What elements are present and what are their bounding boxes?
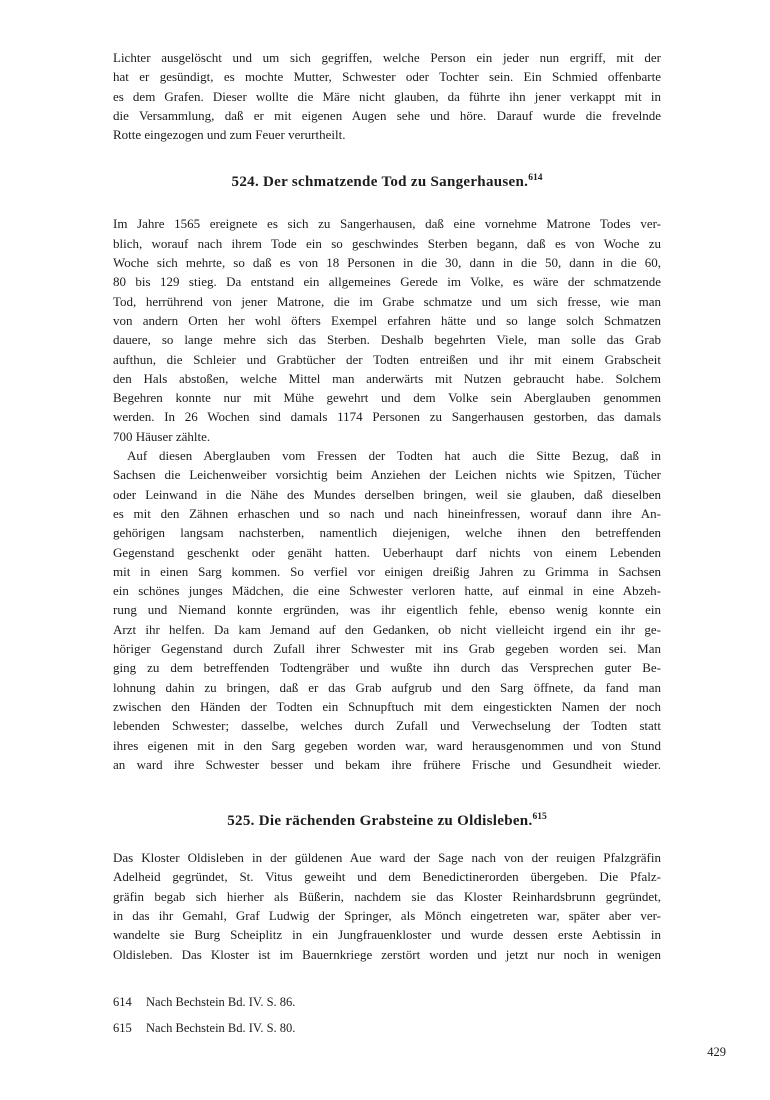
text-line: Sachsen die Leichenweiber vorsichtig beim Anziehen der Leichen nichts wie Spitzen, Tücher: [113, 467, 661, 483]
footnote-number: 614: [113, 995, 132, 1009]
footnotes-section: [113, 990, 661, 1041]
text-line: mit in einen Sarg kommen. So verfiel vor einigen dreißig Jahren zu Grimma in Sachsen: [113, 563, 661, 579]
footnote: [113, 1016, 661, 1042]
text-line: ging zu dem betreffenden Todtengräber und wußte ihn durch das Versprechen guter Be-: [113, 660, 661, 676]
text-line: Das Kloster Oldisleben in der güldenen Aue ward der Sage nach von der reuigen Pfalzgräfin: [113, 850, 661, 866]
text-line: Arzt ihr helfen. Da kam Jemand auf den Gedanken, ob nicht vielleicht irgend ein ihr ge-: [113, 621, 661, 637]
text-line: von andern Orten her wohl öfters Exempel erfahren hätte und so lange solch Schmatzen: [113, 312, 661, 328]
text-line: Begehren konnte nur mit Mühe gewehrt und dem Volke sein Aberglauben genommen: [113, 390, 661, 406]
text-line: höriger Gegenstand durch Zufall ihrer Schwester mit ins Grab gegeben worden sei. Man: [113, 641, 661, 657]
paragraph: [113, 214, 661, 446]
section-heading: [113, 171, 661, 194]
text-line: lohnung dahin zu bringen, daß er das Grab aufgrub und den Sarg öffnete, da fand man: [113, 679, 661, 695]
footnote-text: Nach Bechstein Bd. IV. S. 80.: [146, 1020, 296, 1035]
paragraph: [113, 848, 661, 964]
section-heading-text: 524. Der schmatzende Tod zu Sangerhausen.: [231, 174, 529, 191]
footnote-number: 615: [113, 1020, 132, 1035]
text-line: lebenden Schwester; dasselbe, welches durch Zufall und Verwechselung der Todten statt: [113, 718, 661, 734]
text-line: es dem Grafen. Dieser wollte die Märe nicht glauben, da führte ihn jener verkappt mit in: [113, 88, 661, 104]
text-line: Adelheid gegründet, St. Vitus geweiht und dem Benedictinerorden übergeben. Die Pfalz-: [113, 869, 661, 885]
text-line: gräfin begab sich hierher als Büßerin, nachdem sie das Kloster Reinhardsbrunn gegründet,: [113, 888, 661, 904]
text-line: den Hals abstoßen, welche Mittel man anderwärts mit Nutzen gebraucht habe. Solchem: [113, 370, 661, 386]
text-line: werden. In 26 Wochen sind damals 1174 Personen zu Sangerhausen gestorben, das damals: [113, 409, 661, 425]
footnote-text: Nach Bechstein Bd. IV. S. 86.: [146, 995, 296, 1009]
text-line: es mit den Zähnen erhaschen und so nach und nach hineinfressen, worauf dann ihre An-: [113, 505, 661, 521]
text-line: aufthun, die Schleier und Grabtücher der Todten entreißen und ihr mit einem Grabscheit: [113, 351, 661, 367]
footnote: [113, 990, 661, 1016]
text-line: gehörigen langsam nachsterben, namentlich diejenigen, welche ihnen den betreffenden: [113, 525, 661, 541]
paragraph: [113, 48, 661, 144]
text-line: Im Jahre 1565 ereignete es sich zu Sangerhausen, daß eine vornehme Matrone Todes ver-: [113, 216, 661, 232]
section-heading: [113, 810, 661, 833]
footnote-reference: 614: [528, 173, 543, 184]
text-line: 700 Häuser zählte.: [113, 428, 211, 444]
text-line: Tod, herrührend von jener Matrone, die im Grabe schmatze und um sich fresse, wie man: [113, 293, 661, 309]
text-line: ihres eigenen mit in den Sarg gegeben worden war, ward herausgenommen und von Stund: [113, 737, 661, 753]
text-line: 80 bis 129 stieg. Da entstand ein allgemeines Gerede im Volke, es wäre der schmatzende: [113, 274, 661, 290]
text-line: Oldisleben. Das Kloster ist im Bauernkriege zerstört worden und jetzt nur noch in wenigen: [113, 946, 661, 962]
text-line: Woche sich mehrte, so daß es von 18 Personen in die 30, dann in die 50, dann in die 60,: [113, 255, 661, 271]
text-line: die Versammlung, daß er mit eigenen Augen sehe und höre. Darauf wurde die frevelnde: [113, 107, 661, 123]
text-line: ein schönes junges Mädchen, die eine Schwester verloren hatte, auf einmal in eine Abzeh-: [113, 583, 661, 599]
paragraph: [113, 446, 661, 774]
section-heading-text: 525. Die rächenden Grabsteine zu Oldisleben.: [227, 813, 533, 830]
text-line: wandelte sie Burg Scheiplitz in ein Jungfrauenkloster und wurde dessen erste Aebtissin in: [113, 927, 661, 943]
text-line: Lichter ausgelöscht und um sich gegriffen, welche Person ein jeder nun ergriff, mit der: [113, 50, 661, 65]
text-line: zwischen den Händen der Todten ein Schnupftuch mit dem eingestickten Namen der noch: [113, 698, 661, 714]
page-number: 429: [707, 1045, 726, 1059]
text-line: blich, worauf nach ihrem Tode ein so geschwindes Sterben begann, daß es von Woche zu: [113, 235, 661, 251]
text-line: Gegenstand geschenkt oder genäht hatten. Ueberhaupt darf nichts von einem Lebenden: [113, 544, 661, 560]
text-line: in das ihr Gemahl, Graf Ludwig der Springer, als Mönch eingetreten war, später aber ver-: [113, 907, 661, 923]
text-line: hat er gesündigt, es mochte Mutter, Schwester oder Tochter sein. Ein Schmied offenbarte: [113, 69, 661, 85]
text-line: oder Leinwand in die Nähe des Mundes derselben bringen, weil sie glauben, daß dieselben: [113, 486, 661, 502]
text-line: Auf diesen Aberglauben vom Fressen der Todten hat auch die Sitte Bezug, daß in: [127, 448, 661, 464]
page-content: [113, 48, 661, 964]
footnote-reference: 615: [532, 812, 547, 823]
text-line: rung und Niemand konnte ergründen, was ihr eigentlich fehle, ebenso wenig konnte ein: [113, 602, 661, 618]
text-line: an ward ihre Schwester besser und bekam ihre frühere Frische und Gesundheit wieder.: [113, 756, 661, 772]
text-line: dauere, so lange mehre sich das Sterben. Deshalb begehrten Viele, man solle das Grab: [113, 332, 661, 348]
text-line: Rotte eingezogen und zum Feuer verurtheilt.: [113, 127, 346, 143]
